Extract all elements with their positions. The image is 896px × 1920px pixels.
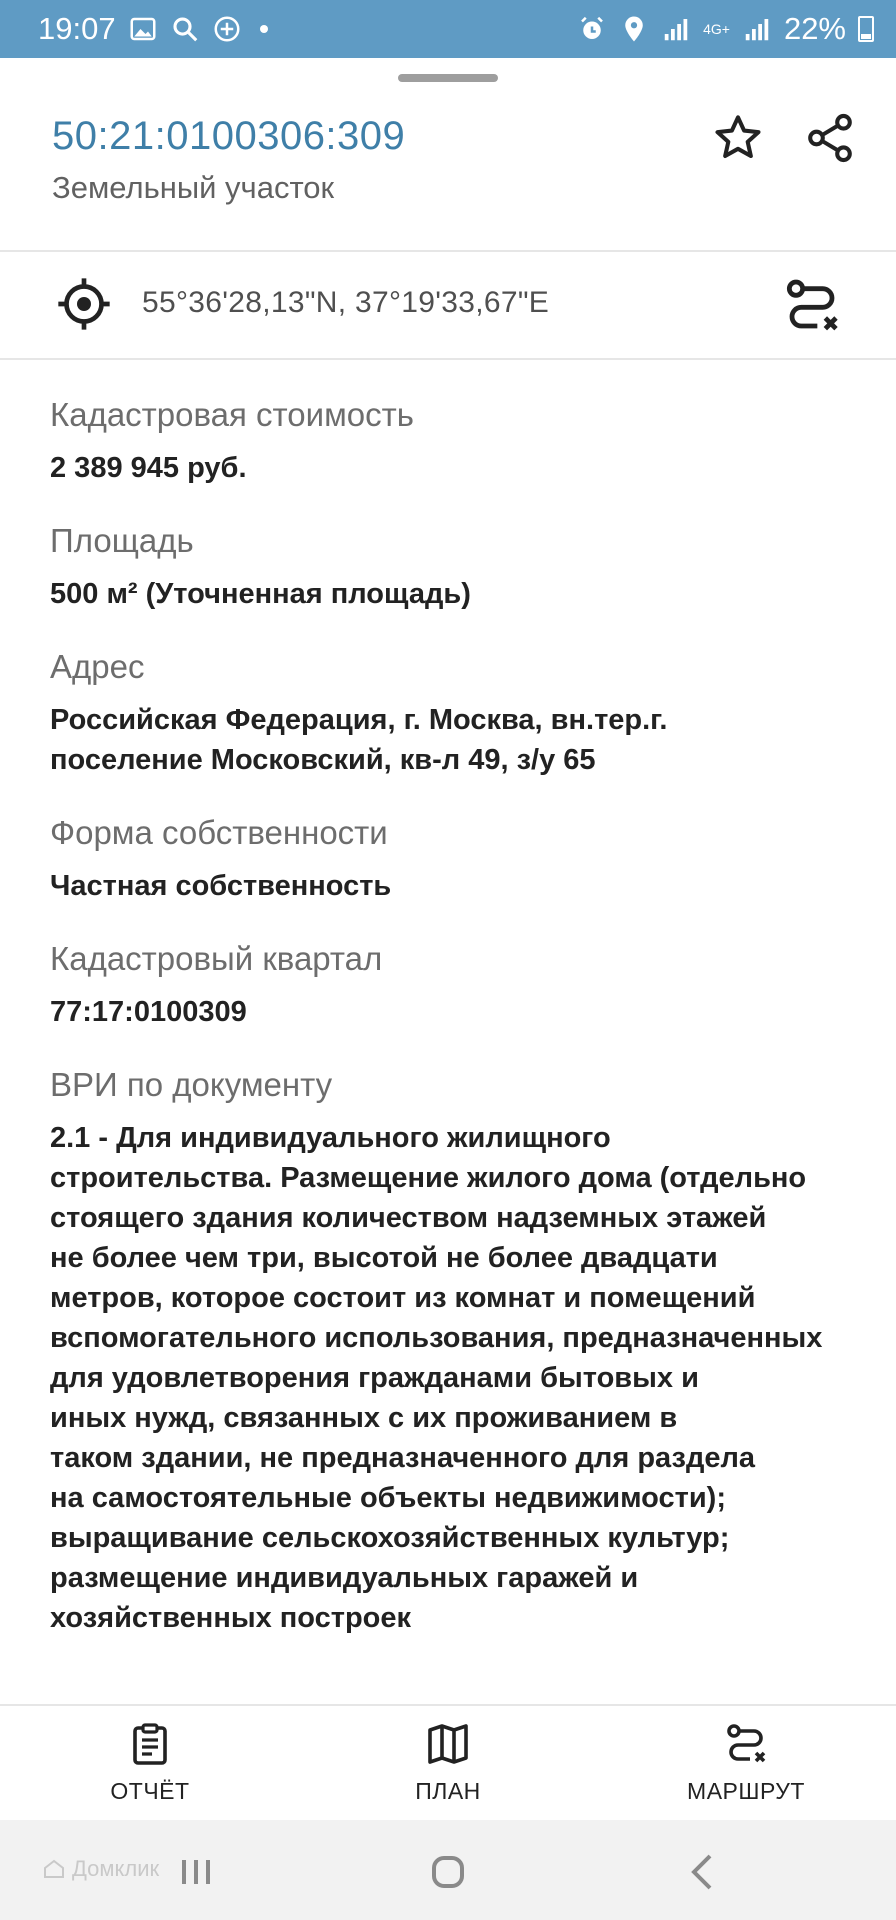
favorite-button[interactable] [706, 106, 770, 170]
field-value: 2.1 - Для индивидуального жилищного строительства. Размещение жилого дома (отдельно стоящего здания количеством надземных этажей не более чем три, высотой не более двадцати метров, которое состоит из комнат и помещений вспомогательного использования, предназначенных для удовлетворения гражданами бытовых и иных нужд, связанных с их проживанием в таком здании, не предназначенного для раздела на самостоятельные объекты недвижимости); выращивание сельскохозяйственных культур; размещение индивидуальных гаражей и хозяйственных построек [50, 1122, 823, 1634]
field-ownership [50, 810, 890, 906]
back-icon[interactable] [680, 1848, 728, 1896]
share-button[interactable] [798, 106, 862, 170]
field-value: 500 м² (Уточненная площадь) [50, 578, 471, 610]
nav-label: ОТЧЁТ [110, 1778, 190, 1804]
object-type: Земельный участок [52, 170, 335, 205]
nav-report-button[interactable] [50, 1720, 250, 1816]
status-bar-right [577, 11, 874, 47]
status-bar-left [38, 11, 268, 47]
nav-route-button[interactable] [646, 1720, 846, 1816]
field-label: Площадь [50, 522, 194, 559]
cadastral-number[interactable]: 50:21:0100306:309 [52, 114, 406, 158]
route-icon [722, 1720, 770, 1768]
field-label: ВРИ по документу [50, 1066, 333, 1103]
search-icon [170, 14, 200, 44]
map-icon [424, 1720, 472, 1768]
watermark [42, 1856, 159, 1882]
network-type: 4G+ [703, 21, 730, 37]
nav-label: ПЛАН [415, 1778, 481, 1804]
alarm-icon [577, 14, 607, 44]
field-label: Кадастровая стоимость [50, 396, 414, 433]
divider [0, 358, 896, 360]
home-logo-icon [42, 1857, 66, 1881]
field-cadastral-value [50, 392, 890, 488]
plus-circle-icon [212, 14, 242, 44]
field-cadastral-quarter [50, 936, 890, 1032]
field-label: Адрес [50, 648, 145, 685]
status-time: 19:07 [38, 11, 116, 46]
field-permitted-use [50, 1062, 890, 1638]
gallery-icon [128, 14, 158, 44]
field-label: Форма собственности [50, 814, 388, 851]
report-icon [126, 1720, 174, 1768]
coordinates-row [0, 252, 896, 356]
field-area [50, 518, 890, 614]
system-nav-bar [0, 1820, 896, 1920]
field-value: 2 389 945 руб. [50, 452, 247, 484]
sheet-drag-handle[interactable] [398, 74, 498, 82]
status-bar [0, 0, 896, 58]
field-value: Частная собственность [50, 870, 392, 902]
notification-dot [260, 25, 268, 33]
nav-plan-button[interactable] [348, 1720, 548, 1816]
share-icon [803, 111, 857, 165]
field-value: Российская Федерация, г. Москва, вн.тер.г. поселение Московский, кв-л 49, з/у 65 [50, 704, 668, 776]
field-label: Кадастровый квартал [50, 940, 383, 977]
route-icon[interactable] [780, 274, 844, 338]
battery-percent: 22% [783, 11, 846, 46]
coordinates-text[interactable]: 55°36'28,13"N, 37°19'33,67"E [142, 286, 550, 319]
target-icon[interactable] [56, 276, 112, 332]
bottom-nav [0, 1706, 896, 1820]
field-address [50, 644, 890, 780]
object-info-list [50, 392, 890, 1668]
location-icon [619, 14, 649, 44]
signal-icon [661, 14, 691, 44]
field-value: 77:17:0100309 [50, 996, 247, 1028]
recent-apps-icon[interactable] [172, 1848, 220, 1896]
nav-label: МАРШРУТ [687, 1778, 805, 1804]
star-icon [711, 111, 765, 165]
watermark-text: Домклик [72, 1856, 160, 1881]
object-header [0, 96, 896, 248]
home-icon[interactable] [424, 1848, 472, 1896]
signal-icon [742, 14, 772, 44]
battery-icon [858, 16, 874, 42]
